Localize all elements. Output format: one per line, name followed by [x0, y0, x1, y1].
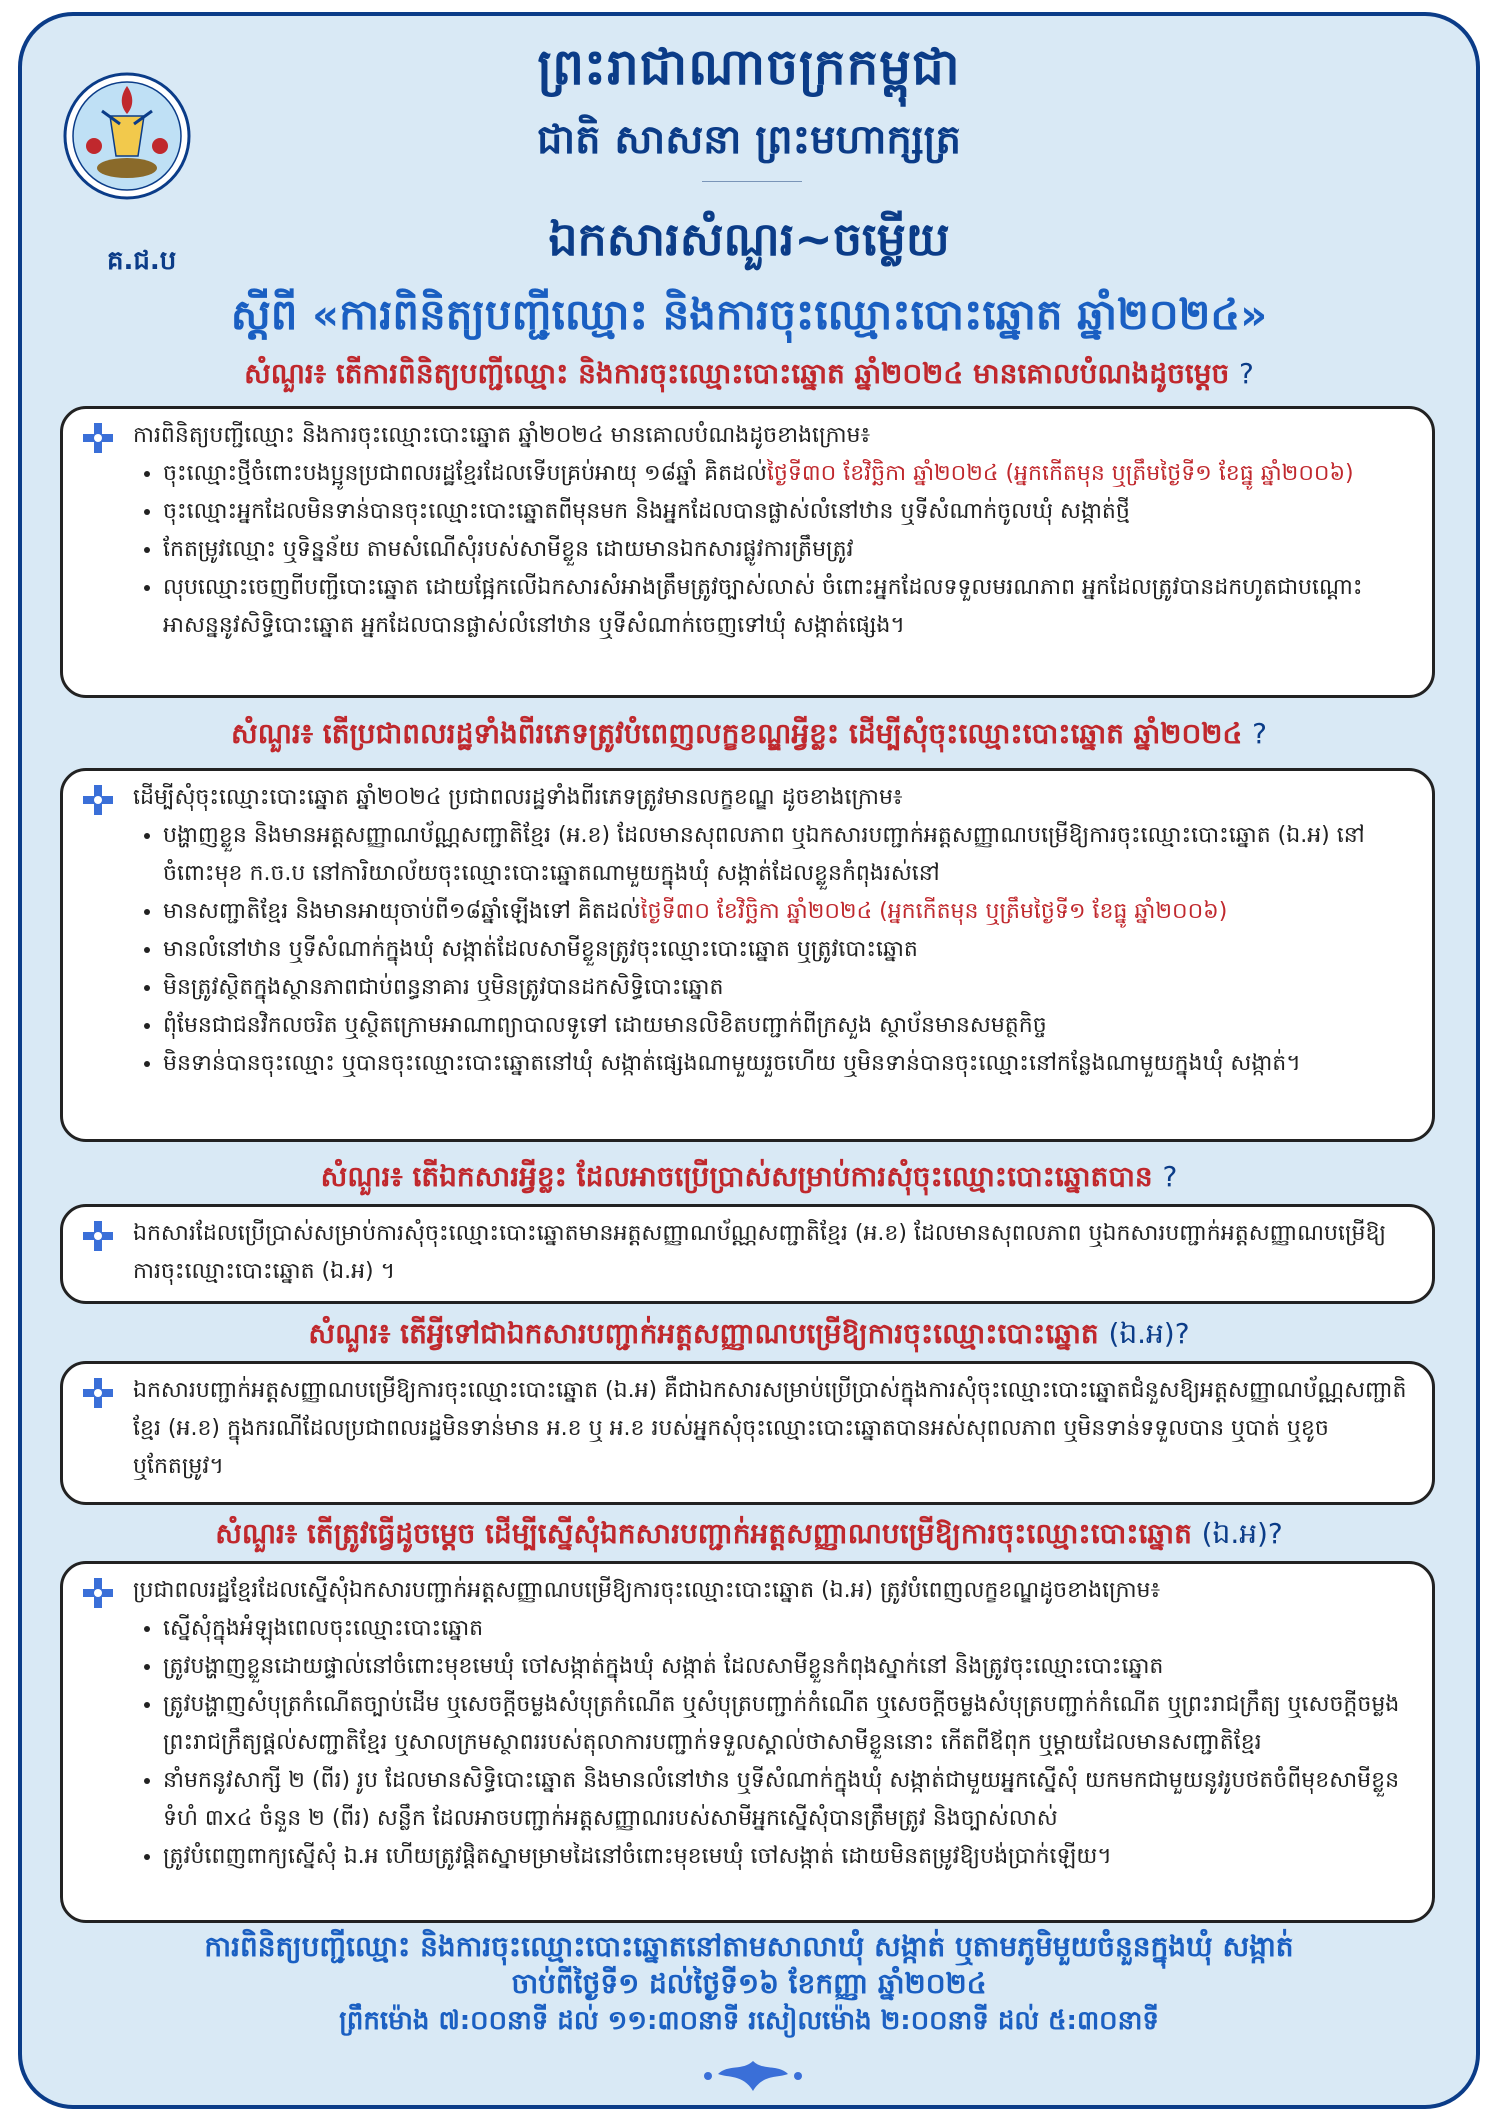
- answer-2-intro: ដើម្បីសុំចុះឈ្មោះបោះឆ្នោត ឆ្នាំ២០២៤ ប្រជាពលរដ្ឋទាំងពីរភេទត្រូវមានលក្ខខណ្ឌ ដូចខាងក្រោម៖: [133, 785, 903, 810]
- footer-dates: ចាប់ពីថ្ងៃទី១ ដល់ថ្ងៃទី១៦ ខែកញ្ញា ឆ្នាំ២០២៤: [511, 1967, 987, 2000]
- question-4-text: សំណួរ៖ តើអ្វីទៅជាឯកសារបញ្ជាក់អត្តសញ្ញាណបម្រើឱ្យការចុះឈ្មោះបោះឆ្នោត: [308, 1317, 1099, 1350]
- page-frame: [18, 12, 1480, 2109]
- list-item: • លុបឈ្មោះចេញពីបញ្ជីបោះឆ្នោត ដោយផ្អែកលើឯកសារសំអាងត្រឹមត្រូវច្បាស់លាស់ ចំពោះអ្នកដែលទទួលមរណភាព អ្នកដែលត្រូវបានដកហូតជាបណ្តោះអាសន្ននូវសិទ្ធិបោះឆ្នោត អ្នកដែលបានផ្លាស់លំនៅឋាន ឬទីសំណាក់ចេញទៅឃុំ សង្កាត់ផ្សេង។: [163, 569, 1412, 645]
- question-4-mark: (ឯ.អ)?: [1108, 1317, 1190, 1350]
- answer-1-list: [133, 455, 1412, 645]
- answer-box-1: [60, 406, 1435, 698]
- answer-box-3: [60, 1204, 1435, 1304]
- cross-bullet-icon: [81, 421, 115, 455]
- question-3-mark: ?: [1162, 1160, 1178, 1193]
- footer-hours: ព្រឹកម៉ោង ៧:០០នាទី ដល់ ១១:៣០នាទី រសៀលម៉ោង ២:០០នាទី ដល់ ៥:៣០នាទី: [339, 2006, 1159, 2036]
- list-item: • នាំមកនូវសាក្សី ២ (ពីរ) រូប ដែលមានសិទ្ធិបោះឆ្នោត និងមានលំនៅឋាន ឬទីសំណាក់ក្នុងឃុំ សង្កាត់ជាមួយអ្នកស្នើសុំ យកមកជាមួយនូវរូបថតចំពីមុខសាមីខ្លួនទំហំ ៣x៤ ចំនួន ២ (ពីរ) សន្លឹក ដែលអាចបញ្ជាក់អត្តសញ្ញាណរបស់សាមីអ្នកស្នើសុំបានត្រឹមត្រូវ និងច្បាស់លាស់: [163, 1762, 1412, 1838]
- answer-box-4: [60, 1361, 1435, 1505]
- list-item: • ពុំមែនជាជនវិកលចរិត ឬស្ថិតក្រោមអាណាព្យាបាលទូទៅ ដោយមានលិខិតបញ្ជាក់ពីក្រសួង ស្ថាប័នមានសមត្ថកិច្ច: [163, 1007, 1412, 1045]
- answer-5-intro: ប្រជាពលរដ្ឋខ្មែរដែលស្នើសុំឯកសារបញ្ជាក់អត្តសញ្ញាណបម្រើឱ្យការចុះឈ្មោះបោះឆ្នោត (ឯ.អ) ត្រូវបំពេញលក្ខខណ្ឌដូចខាងក្រោម៖: [133, 1578, 1161, 1603]
- question-1-mark: ?: [1239, 357, 1254, 390]
- answer-3-text: ឯកសារដែលប្រើប្រាស់សម្រាប់ការសុំចុះឈ្មោះបោះឆ្នោតមានអត្តសញ្ញាណប័ណ្ណសញ្ជាតិខ្មែរ (អ.ខ) ដែលមានសុពលភាព ឬឯកសារបញ្ជាក់អត្តសញ្ញាណបម្រើឱ្យការចុះឈ្មោះបោះឆ្នោត (ឯ.អ) ។: [133, 1221, 1386, 1284]
- answer-1-intro: ការពិនិត្យបញ្ជីឈ្មោះ និងការចុះឈ្មោះបោះឆ្នោត ឆ្នាំ២០២៤ មានគោលបំណងដូចខាងក្រោម៖: [133, 423, 871, 448]
- answer-box-5: [60, 1561, 1435, 1923]
- cross-bullet-icon: [81, 783, 115, 817]
- question-1-text: សំណួរ៖ តើការពិនិត្យបញ្ជីឈ្មោះ និងការចុះឈ្មោះបោះឆ្នោត ឆ្នាំ២០២៤ មានគោលបំណងដូចម្តេច: [244, 357, 1230, 390]
- question-3: [22, 1159, 1476, 1200]
- question-2-mark: ?: [1252, 717, 1267, 750]
- question-2-text: សំណួរ៖ តើប្រជាពលរដ្ឋទាំងពីរភេទត្រូវបំពេញលក្ខខណ្ឌអ្វីខ្លះ ដើម្បីសុំចុះឈ្មោះបោះឆ្នោត ឆ្នាំ២០២៤: [231, 717, 1243, 750]
- ornament-icon: [698, 2056, 808, 2096]
- answer-4-text: ឯកសារបញ្ជាក់អត្តសញ្ញាណបម្រើឱ្យការចុះឈ្មោះបោះឆ្នោត (ឯ.អ) គឺជាឯកសារសម្រាប់ប្រើប្រាស់ក្នុងការសុំចុះឈ្មោះបោះឆ្នោតជំនួសឱ្យអត្តសញ្ញាណប័ណ្ណសញ្ជាតិខ្មែរ (អ.ខ) ក្នុងករណីដែលប្រជាពលរដ្ឋមិនទាន់មាន អ.ខ ឬ អ.ខ របស់អ្នកសុំចុះឈ្មោះបោះឆ្នោតបានអស់សុពលភាព ឬមិនទាន់ទទួលបាន ឬបាត់ ឬខូច ឬកែតម្រូវ។: [133, 1378, 1407, 1479]
- list-item: • កែតម្រូវឈ្មោះ ឬទិន្នន័យ តាមសំណើសុំរបស់សាមីខ្លួន ដោយមានឯកសារផ្លូវការត្រឹមត្រូវ: [163, 531, 1412, 569]
- answer-5-list: [133, 1610, 1412, 1876]
- motto-title: ជាតិ សាសនា ព្រះមហាក្សត្រ: [537, 117, 961, 163]
- list-item: • ត្រូវបំពេញពាក្យស្នើសុំ ឯ.អ ហើយត្រូវផ្តិតស្នាមម្រាមដៃនៅចំពោះមុខមេឃុំ ចៅសង្កាត់ ដោយមិនតម្រូវឱ្យបង់ប្រាក់ឡើយ។: [163, 1838, 1412, 1876]
- list-item: • មិនត្រូវស្ថិតក្នុងស្ថានភាពជាប់ពន្ធនាគារ ឬមិនត្រូវបានដកសិទ្ធិបោះឆ្នោត: [163, 969, 1412, 1007]
- list-item: • មានលំនៅឋាន ឬទីសំណាក់ក្នុងឃុំ សង្កាត់ដែលសាមីខ្លួនត្រូវចុះឈ្មោះបោះឆ្នោត ឬត្រូវបោះឆ្នោត: [163, 931, 1412, 969]
- cross-bullet-icon: [81, 1376, 115, 1410]
- answer-box-2: [60, 768, 1435, 1142]
- list-item: • ត្រូវបង្ហាញសំបុត្រកំណើតច្បាប់ដើម ឬសេចក្តីចម្លងសំបុត្រកំណើត ឬសំបុត្របញ្ជាក់កំណើត ឬសេចក្តីចម្លងសំបុត្របញ្ជាក់កំណើត ឬព្រះរាជក្រឹត្យ ឬសេចក្តីចម្លងព្រះរាជក្រឹត្យផ្តល់សញ្ជាតិខ្មែរ ឬសាលក្រមស្ថាពររបស់តុលាការបញ្ជាក់ទទួលស្គាល់ថាសាមីខ្លួននោះ កើតពីឪពុក ឬម្តាយដែលមានសញ្ជាតិខ្មែរ: [163, 1686, 1412, 1762]
- kingdom-title: ព្រះរាជាណាចក្រកម្ពុជា: [537, 38, 961, 96]
- list-item: • ត្រូវបង្ហាញខ្លួនដោយផ្ទាល់នៅចំពោះមុខមេឃុំ ចៅសង្កាត់ក្នុងឃុំ សង្កាត់ ដែលសាមីខ្លួនកំពុងស្នាក់នៅ និងត្រូវចុះឈ្មោះបោះឆ្នោត: [163, 1648, 1412, 1686]
- footer-location: ការពិនិត្យបញ្ជីឈ្មោះ និងការចុះឈ្មោះបោះឆ្នោតនៅតាមសាលាឃុំ សង្កាត់ ឬតាមភូមិមួយចំនួនក្នុងឃុំ សង្កាត់: [204, 1930, 1294, 1963]
- question-5-mark: (ឯ.អ)?: [1201, 1517, 1283, 1550]
- cross-bullet-icon: [81, 1219, 115, 1253]
- document-heading: ឯកសារសំណួរ~ចម្លើយ: [548, 212, 950, 266]
- question-5-text: សំណួរ៖ តើត្រូវធ្វើដូចម្តេច ដើម្បីស្នើសុំឯកសារបញ្ជាក់អត្តសញ្ញាណបម្រើឱ្យការចុះឈ្មោះបោះឆ្នោត: [215, 1517, 1192, 1550]
- list-item: • មិនទាន់បានចុះឈ្មោះ ឬបានចុះឈ្មោះបោះឆ្នោតនៅឃុំ សង្កាត់ផ្សេងណាមួយរួចហើយ ឬមិនទាន់បានចុះឈ្មោះនៅកន្លែងណាមួយក្នុងឃុំ សង្កាត់។: [163, 1045, 1412, 1083]
- answer-2-list: [133, 817, 1412, 1083]
- list-item: • ចុះឈ្មោះអ្នកដែលមិនទាន់បានចុះឈ្មោះបោះឆ្នោតពីមុនមក និងអ្នកដែលបានផ្លាស់លំនៅឋាន ឬទីសំណាក់ចូលឃុំ សង្កាត់ថ្មី: [163, 493, 1412, 531]
- list-item: • មានសញ្ជាតិខ្មែរ និងមានអាយុចាប់ពី១៨ឆ្នាំឡើងទៅ គិតដល់ថ្ងៃទី៣០ ខែវិច្ឆិកា ឆ្នាំ២០២៤ (អ្នកកើតមុន ឬត្រឹមថ្ងៃទី១ ខែធ្នូ ឆ្នាំ២០០៦): [163, 893, 1412, 931]
- logo-code: គ.ជ.ប: [107, 246, 177, 276]
- title-divider: [702, 181, 802, 182]
- list-item: • បង្ហាញខ្លួន និងមានអត្តសញ្ញាណប័ណ្ណសញ្ជាតិខ្មែរ (អ.ខ) ដែលមានសុពលភាព ឬឯកសារបញ្ជាក់អត្តសញ្ញាណបម្រើឱ្យការចុះឈ្មោះបោះឆ្នោត (ឯ.អ) នៅចំពោះមុខ ក.ច.ប នៅការិយាល័យចុះឈ្មោះបោះឆ្នោតណាមួយក្នុងឃុំ សង្កាត់ដែលខ្លួនកំពុងរស់នៅ: [163, 817, 1412, 893]
- list-item: • ចុះឈ្មោះថ្មីចំពោះបងប្អូនប្រជាពលរដ្ឋខ្មែរដែលទើបគ្រប់អាយុ ១៨ឆ្នាំ គិតដល់ថ្ងៃទី៣០ ខែវិច្ឆិកា ឆ្នាំ២០២៤ (អ្នកកើតមុន ឬត្រឹមថ្ងៃទី១ ខែធ្នូ ឆ្នាំ២០០៦): [163, 455, 1412, 493]
- document-subheading: ស្តីពី «ការពិនិត្យបញ្ជីឈ្មោះ និងការចុះឈ្មោះបោះឆ្នោត ឆ្នាំ២០២៤»: [230, 290, 1268, 339]
- question-4: [22, 1316, 1476, 1357]
- list-item: • ស្នើសុំក្នុងអំឡុងពេលចុះឈ្មោះបោះឆ្នោត: [163, 1610, 1412, 1648]
- question-3-text: សំណួរ៖ តើឯកសារអ្វីខ្លះ ដែលអាចប្រើប្រាស់សម្រាប់ការសុំចុះឈ្មោះបោះឆ្នោតបាន: [320, 1160, 1153, 1193]
- question-1: [22, 356, 1476, 397]
- question-2: [22, 716, 1476, 757]
- question-5: [22, 1516, 1476, 1557]
- cross-bullet-icon: [81, 1576, 115, 1610]
